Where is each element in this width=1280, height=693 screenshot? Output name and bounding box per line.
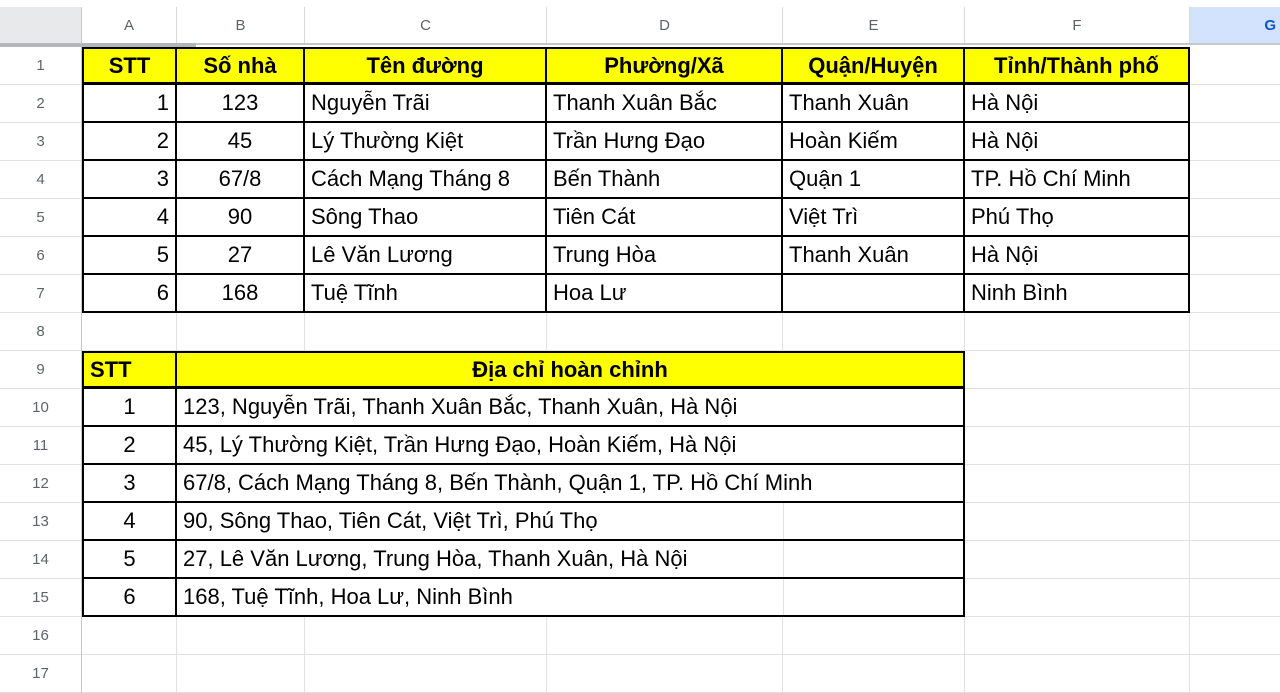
row-header-17[interactable]: 17 bbox=[0, 655, 81, 693]
row-header-5[interactable]: 5 bbox=[0, 199, 81, 237]
empty-cell[interactable] bbox=[1190, 313, 1280, 351]
select-all-corner[interactable] bbox=[0, 7, 82, 43]
cell-phuong-xa[interactable]: Trung Hòa bbox=[547, 237, 783, 275]
empty-cell[interactable] bbox=[1190, 389, 1280, 427]
t2-header-dia-chi-label: Địa chỉ hoàn chỉnh bbox=[472, 356, 668, 382]
cell-so-nha[interactable]: 67/8 bbox=[177, 161, 305, 199]
empty-cell[interactable] bbox=[305, 313, 547, 351]
empty-cell[interactable] bbox=[305, 617, 547, 655]
cell-ten-duong[interactable]: Nguyễn Trãi bbox=[305, 85, 547, 123]
empty-cell[interactable] bbox=[547, 617, 783, 655]
address-text: 27, Lê Văn Lương, Trung Hòa, Thanh Xuân, Hà Nội bbox=[183, 546, 688, 571]
cell-tinh-thanh-pho[interactable]: Phú Thọ bbox=[965, 199, 1190, 237]
sheet-row-12 bbox=[82, 465, 1280, 503]
address-text: 45, Lý Thường Kiệt, Trần Hưng Đạo, Hoàn Kiếm, Hà Nội bbox=[183, 432, 737, 457]
empty-cell[interactable] bbox=[82, 313, 177, 351]
cell-quan-huyen[interactable]: Quận 1 bbox=[783, 161, 965, 199]
row-header-10[interactable]: 10 bbox=[0, 389, 81, 427]
sheet-row-15 bbox=[82, 579, 1280, 617]
row-header-7[interactable]: 7 bbox=[0, 275, 81, 313]
row-header-14[interactable]: 14 bbox=[0, 541, 81, 579]
cell-stt[interactable]: 6 bbox=[82, 579, 177, 617]
empty-cell[interactable] bbox=[1190, 85, 1280, 123]
address-text: 168, Tuệ Tĩnh, Hoa Lư, Ninh Bình bbox=[183, 584, 513, 609]
sheet-row-1 bbox=[82, 47, 1280, 85]
sheet-row-8 bbox=[82, 313, 1280, 351]
empty-cell[interactable] bbox=[177, 617, 305, 655]
t1-header-quan-huyen[interactable]: Quận/Huyện bbox=[783, 47, 965, 85]
cell-stt[interactable]: 2 bbox=[82, 427, 177, 465]
cell-quan-huyen[interactable]: Việt Trì bbox=[783, 199, 965, 237]
empty-cell[interactable] bbox=[177, 313, 305, 351]
sheet-row-4 bbox=[82, 161, 1280, 199]
empty-cell[interactable] bbox=[965, 503, 1190, 541]
t1-header-tinh-thanh-pho[interactable]: Tỉnh/Thành phố bbox=[965, 47, 1190, 85]
cell-dia-chi[interactable] bbox=[177, 579, 965, 617]
empty-cell[interactable] bbox=[965, 313, 1190, 351]
cell-quan-huyen[interactable] bbox=[783, 275, 965, 313]
cell-stt[interactable]: 6 bbox=[82, 275, 177, 313]
cell-so-nha[interactable]: 90 bbox=[177, 199, 305, 237]
cell-ten-duong[interactable]: Lê Văn Lương bbox=[305, 237, 547, 275]
row-header-3[interactable]: 3 bbox=[0, 123, 81, 161]
sheet-row-9 bbox=[82, 351, 1280, 389]
empty-cell[interactable] bbox=[965, 389, 1190, 427]
cell-ten-duong[interactable]: Tuệ Tĩnh bbox=[305, 275, 547, 313]
empty-cell[interactable] bbox=[1190, 237, 1280, 275]
cell-phuong-xa[interactable]: Bến Thành bbox=[547, 161, 783, 199]
empty-cell[interactable] bbox=[547, 655, 783, 693]
cell-dia-chi[interactable] bbox=[177, 541, 965, 579]
t1-header-phuong-xa[interactable]: Phường/Xã bbox=[547, 47, 783, 85]
row-header-15[interactable]: 15 bbox=[0, 579, 81, 617]
sheet-row-14 bbox=[82, 541, 1280, 579]
row-header-9[interactable]: 9 bbox=[0, 351, 81, 389]
cell-stt[interactable]: 1 bbox=[82, 389, 177, 427]
empty-cell[interactable] bbox=[1190, 47, 1280, 85]
empty-cell[interactable] bbox=[82, 655, 177, 693]
gridline-divider bbox=[783, 541, 784, 577]
cell-phuong-xa[interactable]: Hoa Lư bbox=[547, 275, 783, 313]
empty-cell[interactable] bbox=[82, 617, 177, 655]
cell-so-nha[interactable]: 168 bbox=[177, 275, 305, 313]
row-header-12[interactable]: 12 bbox=[0, 465, 81, 503]
cell-stt[interactable]: 5 bbox=[82, 541, 177, 579]
cell-tinh-thanh-pho[interactable]: Ninh Bình bbox=[965, 275, 1190, 313]
column-header-d[interactable]: D bbox=[547, 7, 783, 43]
cell-stt[interactable]: 4 bbox=[82, 199, 177, 237]
cell-phuong-xa[interactable]: Tiên Cát bbox=[547, 199, 783, 237]
empty-cell[interactable] bbox=[1190, 161, 1280, 199]
cell-dia-chi[interactable] bbox=[177, 503, 965, 541]
cell-stt[interactable]: 2 bbox=[82, 123, 177, 161]
t2-header-dia-chi[interactable] bbox=[177, 351, 965, 389]
sheet-row-17 bbox=[82, 655, 1280, 693]
t1-header-so-nha[interactable]: Số nhà bbox=[177, 47, 305, 85]
sheet-row-16 bbox=[82, 617, 1280, 655]
cell-dia-chi[interactable] bbox=[177, 427, 965, 465]
cell-dia-chi[interactable] bbox=[177, 465, 965, 503]
sheet-row-6 bbox=[82, 237, 1280, 275]
row-header-2[interactable]: 2 bbox=[0, 85, 81, 123]
gridline-divider bbox=[783, 579, 784, 615]
empty-cell[interactable] bbox=[1190, 503, 1280, 541]
cell-quan-huyen[interactable]: Thanh Xuân bbox=[783, 237, 965, 275]
cell-stt[interactable]: 3 bbox=[82, 465, 177, 503]
cell-phuong-xa[interactable]: Thanh Xuân Bắc bbox=[547, 85, 783, 123]
column-header-e[interactable]: E bbox=[783, 7, 965, 43]
cell-stt[interactable]: 1 bbox=[82, 85, 177, 123]
empty-cell[interactable] bbox=[1190, 579, 1280, 617]
cell-dia-chi[interactable] bbox=[177, 389, 965, 427]
empty-cell[interactable] bbox=[1190, 427, 1280, 465]
cell-ten-duong[interactable]: Lý Thường Kiệt bbox=[305, 123, 547, 161]
address-text: 123, Nguyễn Trãi, Thanh Xuân Bắc, Thanh Xuân, Hà Nội bbox=[183, 394, 738, 419]
empty-cell[interactable] bbox=[965, 541, 1190, 579]
address-text: 90, Sông Thao, Tiên Cát, Việt Trì, Phú Thọ bbox=[183, 508, 598, 533]
empty-cell[interactable] bbox=[1190, 351, 1280, 389]
cell-so-nha[interactable]: 45 bbox=[177, 123, 305, 161]
empty-cell[interactable] bbox=[1190, 617, 1280, 655]
row-header-13[interactable]: 13 bbox=[0, 503, 81, 541]
empty-cell[interactable] bbox=[965, 617, 1190, 655]
address-text: 67/8, Cách Mạng Tháng 8, Bến Thành, Quận 1, TP. Hồ Chí Minh bbox=[183, 470, 813, 495]
cell-stt[interactable]: 4 bbox=[82, 503, 177, 541]
cell-tinh-thanh-pho[interactable]: TP. Hồ Chí Minh bbox=[965, 161, 1190, 199]
row-header-8[interactable]: 8 bbox=[0, 313, 81, 351]
sheet-row-5 bbox=[82, 199, 1280, 237]
sheet-row-3 bbox=[82, 123, 1280, 161]
empty-cell[interactable] bbox=[1190, 541, 1280, 579]
column-header-b[interactable]: B bbox=[177, 7, 305, 43]
empty-cell[interactable] bbox=[965, 351, 1190, 389]
cell-stt[interactable]: 3 bbox=[82, 161, 177, 199]
sheet-row-7 bbox=[82, 275, 1280, 313]
empty-cell[interactable] bbox=[965, 465, 1190, 503]
cell-phuong-xa[interactable]: Trần Hưng Đạo bbox=[547, 123, 783, 161]
cell-tinh-thanh-pho[interactable]: Hà Nội bbox=[965, 85, 1190, 123]
empty-cell[interactable] bbox=[1190, 655, 1280, 693]
row-header-column bbox=[0, 47, 82, 693]
t1-header-ten-duong[interactable]: Tên đường bbox=[305, 47, 547, 85]
t2-header-stt[interactable]: STT bbox=[82, 351, 177, 389]
cell-quan-huyen[interactable]: Hoàn Kiếm bbox=[783, 123, 965, 161]
row-header-11[interactable]: 11 bbox=[0, 427, 81, 465]
sheet-row-10 bbox=[82, 389, 1280, 427]
empty-cell[interactable] bbox=[1190, 199, 1280, 237]
empty-cell[interactable] bbox=[783, 313, 965, 351]
sheet-row-13 bbox=[82, 503, 1280, 541]
t1-header-stt[interactable]: STT bbox=[82, 47, 177, 85]
cell-ten-duong[interactable]: Cách Mạng Tháng 8 bbox=[305, 161, 547, 199]
cell-stt[interactable]: 5 bbox=[82, 237, 177, 275]
column-header-c[interactable]: C bbox=[305, 7, 547, 43]
row-header-6[interactable]: 6 bbox=[0, 237, 81, 275]
gridline-divider bbox=[783, 503, 784, 539]
column-header-f[interactable]: F bbox=[965, 7, 1190, 43]
empty-cell[interactable] bbox=[1190, 465, 1280, 503]
empty-cell[interactable] bbox=[1190, 275, 1280, 313]
cell-so-nha[interactable]: 27 bbox=[177, 237, 305, 275]
sheet-row-11 bbox=[82, 427, 1280, 465]
empty-cell[interactable] bbox=[1190, 123, 1280, 161]
empty-cell[interactable] bbox=[965, 427, 1190, 465]
cell-grid bbox=[82, 47, 1280, 693]
empty-cell[interactable] bbox=[783, 617, 965, 655]
column-header-a[interactable]: A bbox=[82, 7, 177, 43]
cell-tinh-thanh-pho[interactable]: Hà Nội bbox=[965, 237, 1190, 275]
row-header-1[interactable]: 1 bbox=[0, 47, 81, 85]
row-header-16[interactable]: 16 bbox=[0, 617, 81, 655]
empty-cell[interactable] bbox=[965, 655, 1190, 693]
row-header-4[interactable]: 4 bbox=[0, 161, 81, 199]
cell-so-nha[interactable]: 123 bbox=[177, 85, 305, 123]
sheet-row-2 bbox=[82, 85, 1280, 123]
column-header-strip bbox=[0, 7, 1280, 45]
cell-tinh-thanh-pho[interactable]: Hà Nội bbox=[965, 123, 1190, 161]
empty-cell[interactable] bbox=[547, 313, 783, 351]
empty-cell[interactable] bbox=[177, 655, 305, 693]
column-header-g-selected[interactable]: G bbox=[1190, 7, 1280, 43]
empty-cell[interactable] bbox=[965, 579, 1190, 617]
empty-cell[interactable] bbox=[305, 655, 547, 693]
cell-ten-duong[interactable]: Sông Thao bbox=[305, 199, 547, 237]
sheet-body bbox=[0, 47, 1280, 693]
empty-cell[interactable] bbox=[783, 655, 965, 693]
cell-quan-huyen[interactable]: Thanh Xuân bbox=[783, 85, 965, 123]
